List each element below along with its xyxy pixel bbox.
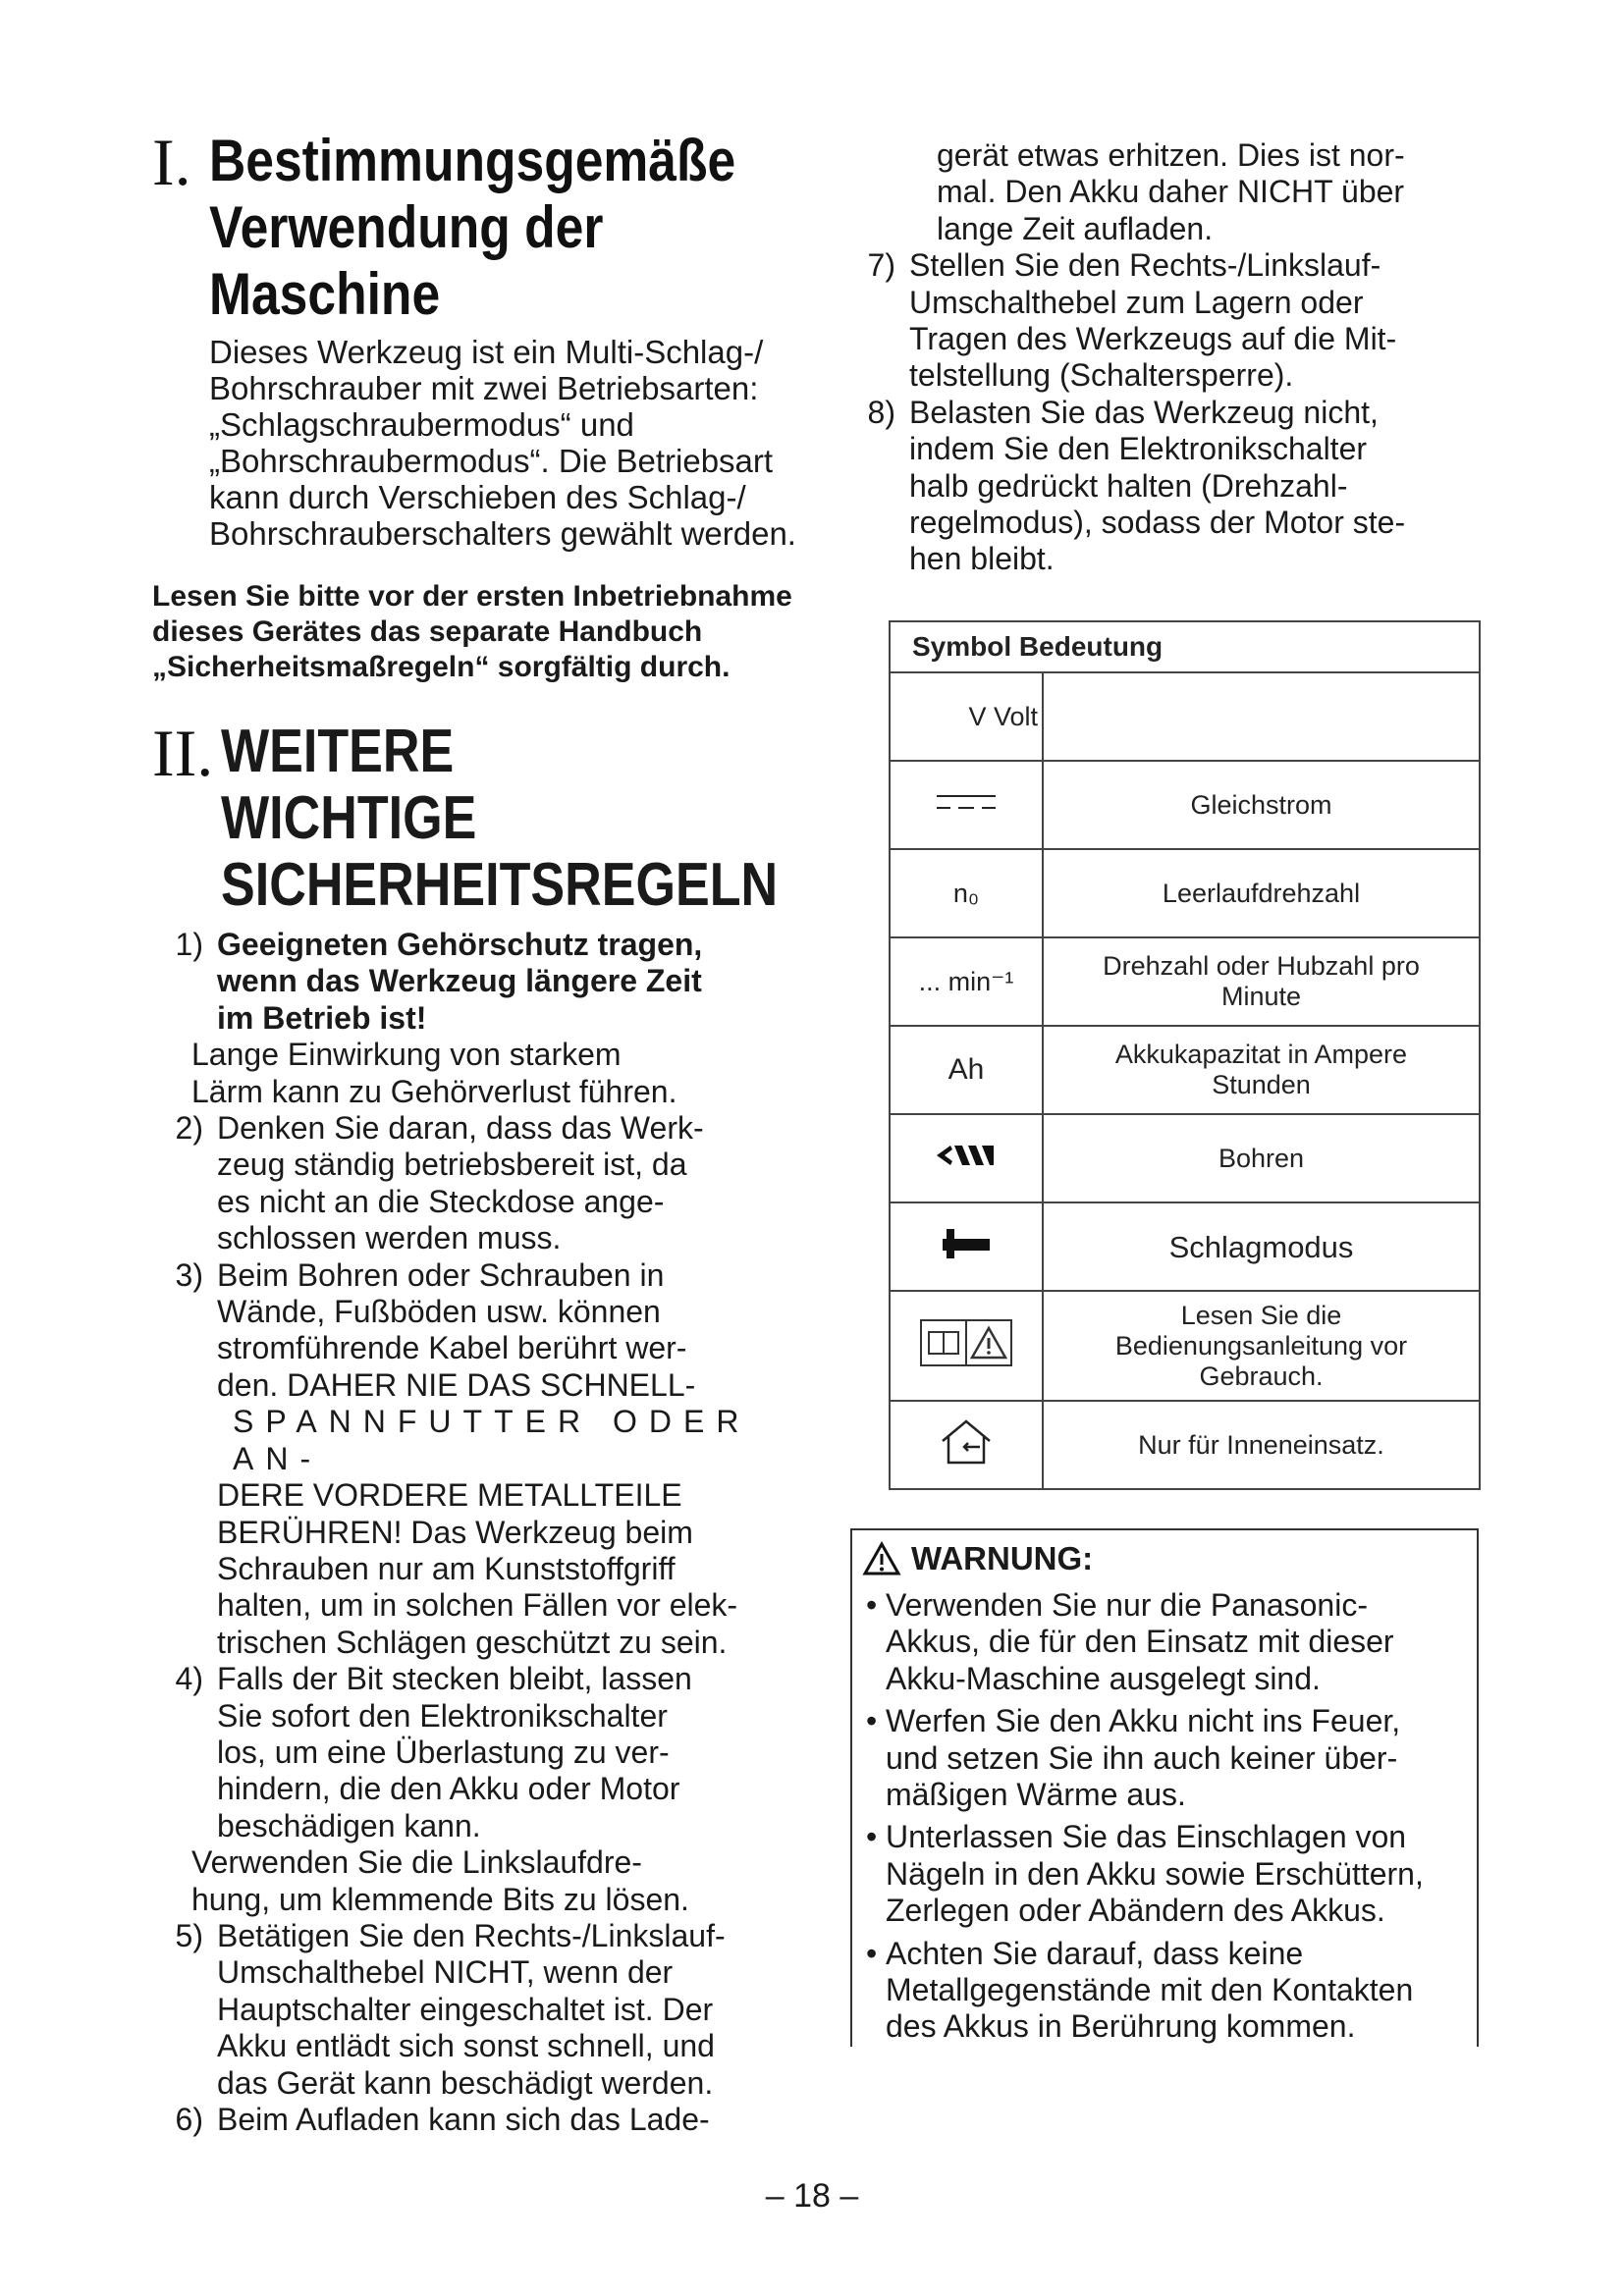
left-column (152, 125, 839, 2138)
section-2-heading (152, 716, 839, 919)
item-text-continued: DERE VORDERE METALLTEILE BERÜHREN! Das Werkzeug beim Schrauben nur am Kunststoffgriff halten, um in solchen Fällen vor elek- trischen Schlägen geschützt zu sein. (217, 1477, 738, 1660)
symbol-cell (890, 1114, 1043, 1202)
list-item (852, 395, 1490, 578)
warning-triangle-icon (862, 1541, 901, 1576)
symbol-cell (890, 1291, 1043, 1401)
item-number: 5) (175, 1917, 203, 1953)
list-item (152, 2102, 839, 2138)
table-row (890, 672, 1480, 761)
dc-current-icon (935, 790, 998, 814)
section-2-roman: II. (152, 716, 214, 790)
meaning-cell: Bohren (1043, 1114, 1480, 1202)
impact-icon (943, 1227, 990, 1260)
symbol-cell: ... min⁻¹ (890, 937, 1043, 1026)
warning-item: • Werfen Sie den Akku nicht ins Feuer, und setzen Sie ihn auch keiner über- mäßigen Wärme aus. (852, 1703, 1477, 1813)
header-meaning: Bedeutung (1018, 631, 1164, 662)
page-number: – 18 – (765, 2177, 859, 2215)
indoor-use-icon (937, 1417, 996, 1467)
item-text: Betätigen Sie den Rechts-/Linkslauf- Umschalthebel NICHT, wenn der Hauptschalter eingeschaltet ist. Der Akku entlädt sich sonst schnell, und das Gerät kann beschädigt werden. (217, 1917, 726, 2101)
warning-item: • Achten Sie darauf, dass keine Metallgegenstände mit den Kontakten des Akkus in Berührung kommen. (852, 1936, 1477, 2046)
meaning-cell: Schlagmodus (1043, 1202, 1480, 1291)
table-row (890, 1291, 1480, 1401)
symbol-cell: Ah (890, 1026, 1043, 1114)
drill-icon (937, 1142, 996, 1169)
symbol-cell (890, 1202, 1043, 1291)
item-number: 6) (175, 2102, 203, 2137)
item-6-continued: gerät etwas erhitzen. Dies ist nor- mal. Den Akku daher NICHT über lange Zeit aufladen. (937, 137, 1405, 246)
right-column (852, 137, 1490, 578)
item-text: Belasten Sie das Werkzeug nicht, indem Sie den Elektronikschalter halb gedrückt halten (Drehzahl- regelmodus), sodass der Motor ste- hen bleibt. (909, 394, 1406, 577)
meaning-cell: Lesen Sie die Bedienungsanleitung vor Gebrauch. (1043, 1291, 1480, 1401)
symbol-cell: V Volt (890, 672, 1043, 761)
section-1-roman: I. (152, 125, 191, 199)
table-row (890, 937, 1480, 1026)
item-text: Stellen Sie den Rechts-/Linkslauf- Umschalthebel zum Lagern oder Tragen des Werkzeugs auf die Mit- telstellung (Schaltersperre). (909, 247, 1397, 394)
symbol-cell (890, 1401, 1043, 1489)
item-text: Beim Aufladen kann sich das Lade- (217, 2102, 710, 2137)
section-1-title: Bestimmungsgemäße Verwendung der Maschine (208, 128, 735, 327)
list-item (152, 1257, 839, 1661)
table-row (890, 1114, 1480, 1202)
table-header-row (890, 621, 1480, 672)
section-1-body: Dieses Werkzeug ist ein Multi-Schlag-/ Bohrschrauber mit zwei Betriebsarten: „Schlagschraubermodus“ und „Bohrschraubermodus“. Die Betriebsart kann durch Verschieben des Schlag-/ Bohrschrauberschalters gewählt werden. (209, 334, 796, 552)
item-text: Denken Sie daran, dass das Werk- zeug ständig betriebsbereit ist, da es nicht an die Steckdose ange- schlossen werden muss. (217, 1110, 704, 1256)
read-manual-warning-icon (919, 1318, 1013, 1367)
symbol-cell: n₀ (890, 849, 1043, 937)
warning-title (862, 1540, 1477, 1577)
list-item (152, 1661, 839, 1844)
meaning-cell (1043, 672, 1480, 761)
warning-item: • Unterlassen Sie das Einschlagen von Nägeln in den Akku sowie Erschüttern, Zerlegen oder Abändern des Akkus. (852, 1819, 1477, 1929)
section-1-heading (152, 125, 839, 328)
list-item (152, 1110, 839, 1257)
meaning-cell: Nur für Inneneinsatz. (1043, 1401, 1480, 1489)
item-number: 7) (867, 247, 895, 284)
item-subtext: Lange Einwirkung von starkem Lärm kann zu Gehörverlust führen. (191, 1037, 677, 1109)
item-number: 1) (175, 927, 203, 962)
table-row (890, 761, 1480, 849)
warning-item: • Verwenden Sie nur die Panasonic- Akkus, die für den Einsatz mit dieser Akku-Maschine ausgelegt sind. (852, 1587, 1477, 1697)
table-row (890, 1401, 1480, 1489)
symbol-table (889, 620, 1481, 1490)
meaning-cell: Drehzahl oder Hubzahl pro Minute (1043, 937, 1480, 1026)
list-item (152, 1918, 839, 2102)
item-number: 4) (175, 1661, 203, 1697)
safety-rules-list (152, 927, 839, 2138)
handbook-note: Lesen Sie bitte vor der ersten Inbetriebnahme dieses Gerätes das separate Handbuch „Sicherheitsmaßregeln“ sorgfältig durch. (152, 580, 792, 683)
item-subtext: Verwenden Sie die Linkslaufdre- hung, um klemmende Bits zu lösen. (191, 1844, 689, 1917)
list-item (852, 247, 1490, 395)
item-spaced-text: SPANNFUTTER ODER AN- (233, 1404, 751, 1476)
item-number: 8) (867, 394, 895, 430)
item-bold-text: Geeigneten Gehörschutz tragen, wenn das Werkzeug längere Zeit im Betrieb ist! (217, 927, 703, 1036)
table-row (890, 1026, 1480, 1114)
item-text: Falls der Bit stecken bleibt, lassen Sie sofort den Elektronikschalter los, um eine Überlastung zu ver- hindern, die den Akku oder Motor beschädigen kann. (217, 1661, 692, 1843)
section-2-title: WEITERE WICHTIGE SICHERHEITSREGELN (221, 718, 779, 919)
meaning-cell: Gleichstrom (1043, 761, 1480, 849)
table-header (890, 621, 1480, 672)
item-text: Beim Bohren oder Schrauben in Wände, Fußböden usw. können stromführende Kabel berührt wer- den. DAHER NIE DAS SCHNELL- (217, 1256, 696, 1403)
table-row (890, 849, 1480, 937)
meaning-cell: Akkukapazitat in Ampere Stunden (1043, 1026, 1480, 1114)
warning-list (852, 1587, 1477, 2046)
symbol-cell (890, 761, 1043, 849)
item-number: 3) (175, 1256, 203, 1293)
warning-box (850, 1528, 1479, 2047)
list-item (152, 927, 839, 1037)
warning-title-text: WARNUNG: (911, 1540, 1094, 1576)
table-row (890, 1202, 1480, 1291)
meaning-cell: Leerlaufdrehzahl (1043, 849, 1480, 937)
header-symbol: Symbol (912, 631, 1012, 662)
item-number: 2) (175, 1110, 203, 1147)
